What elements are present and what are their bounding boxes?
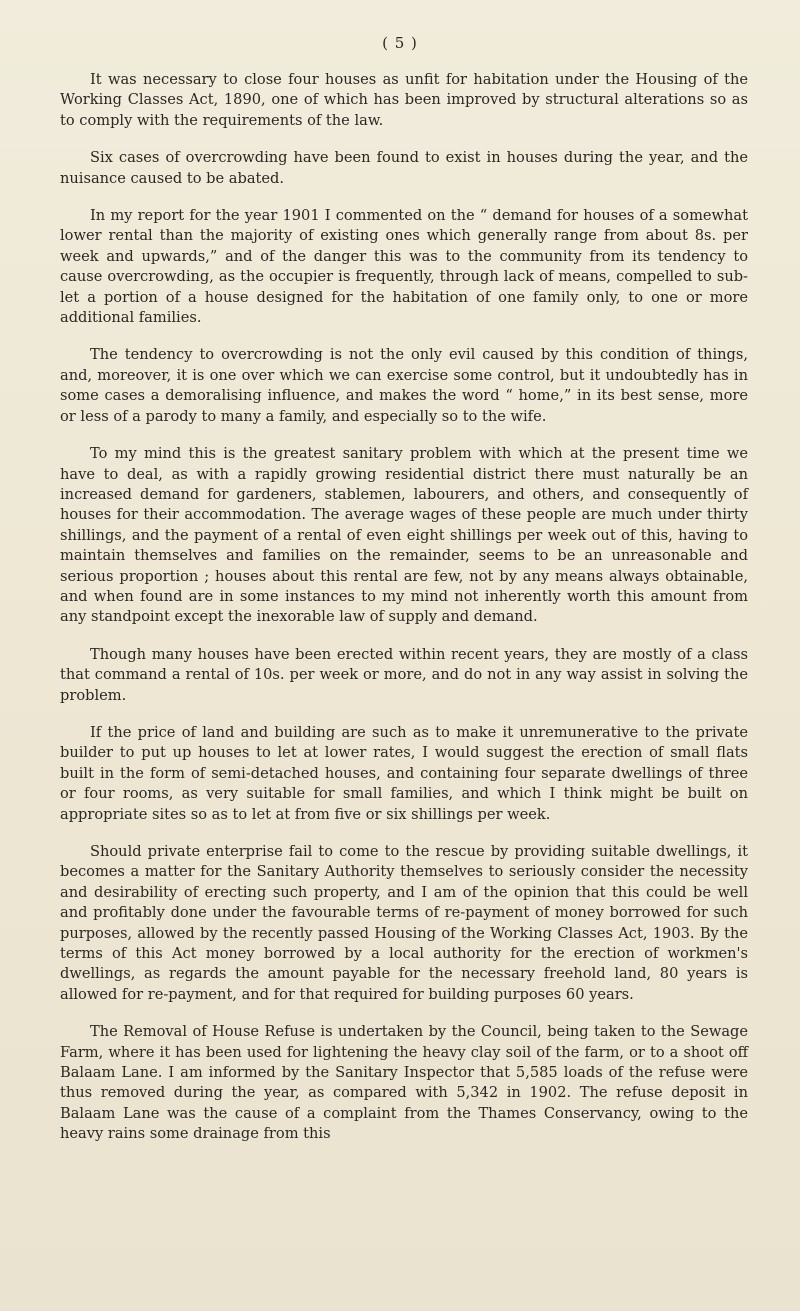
paragraph-sanitary-problem: To my mind this is the greatest sanitary problem with which at the present time we have to deal, as with a rapidly growing residential district there must naturally be an increased demand for gardeners, stablemen, labourers, and others, and consequently of houses for their accommodation. The average wages of these people are much under thirty shillings, and the payment of a rental of even eight shillings per week out of this, having to maintain themselves and families on the remainder, seems to be an unreasonable and serious proportion ; houses about this rental are few, not by any means always obtainable, and when found are in some instances to my mind not inherently worth this amount from any standpoint except the inexorable law of supply and demand. — [60, 445, 748, 626]
paragraph-overcrowding-cases: Six cases of overcrowding have been found to exist in houses during the year, and the nuisance caused to be abated. — [60, 149, 748, 187]
paragraph-overcrowding-evil: The tendency to overcrowding is not the only evil caused by this condition of things, and, moreover, it is one over which we can exercise some control, but it undoubtedly has in some cases a demoralising influence, and makes the word “ home,” in its best sense, more or less of a parody to many a family, and especially so to the wife. — [60, 346, 748, 425]
paragraph-sanitary-authority: Should private enterprise fail to come to the rescue by providing suitable dwellings, it becomes a matter for the Sanitary Authority themselves to seriously consider the necessity and desirability of erecting such property, and I am of the opinion that this could be well and profitably done under the favourable terms of re-payment of money borrowed for such purposes, allowed by the recently passed Housing of the Working Classes Act, 1903. By the terms of this Act money borrowed by a local authority for the erection of workmen's dwellings, as regards the amount payable for the necessary freehold land, 80 years is allowed for re-payment, and for that required for building purposes 60 years. — [60, 843, 748, 1003]
body-text — [60, 70, 748, 1162]
page-number: ( 5 ) — [382, 34, 418, 52]
paragraph-small-flats: If the price of land and building are such as to make it unremunerative to the private builder to put up houses to let at lower rates, I would suggest the erection of small flats built in the form of semi-detached houses, and containing four separate dwellings of three or four rooms, as very suitable for small families, and which I think might be built on appropriate sites so as to let at from five or six shillings per week. — [60, 723, 748, 823]
paragraph-recent-houses: Though many houses have been erected within recent years, they are mostly of a class that command a rental of 10s. per week or more, and do not in any way assist in solving the problem. — [60, 645, 748, 704]
paragraph-refuse-removal: The Removal of House Refuse is undertaken by the Council, being taken to the Sewage Farm, where it has been used for lightening the heavy clay soil of the farm, or to a shoot off Balaam Lane. I am informed by the Sanitary Inspector that 5,585 loads of the refuse were thus removed during the year, as compared with 5,342 in 1902. The refuse deposit in Balaam Lane was the cause of a complaint from the Thames Conservancy, owing to the heavy rains some drainage from this — [60, 1023, 748, 1143]
paragraph-housing-closures: It was necessary to close four houses as unfit for habitation under the Housing of the Working Classes Act, 1890, one of which has been improved by structural alterations so as to comply with the requirements of the law. — [60, 71, 748, 129]
paragraph-1901-report: In my report for the year 1901 I commented on the “ demand for houses of a somewhat lower rental than the majority of existing ones which generally range from about 8s. per week and upwards,” and of the danger this was to the community from its tendency to cause overcrowding, as the occupier is frequently, through lack of means, compelled to sub-let a portion of a house designed for the habitation of one family only, to one or more additional families. — [60, 207, 748, 327]
